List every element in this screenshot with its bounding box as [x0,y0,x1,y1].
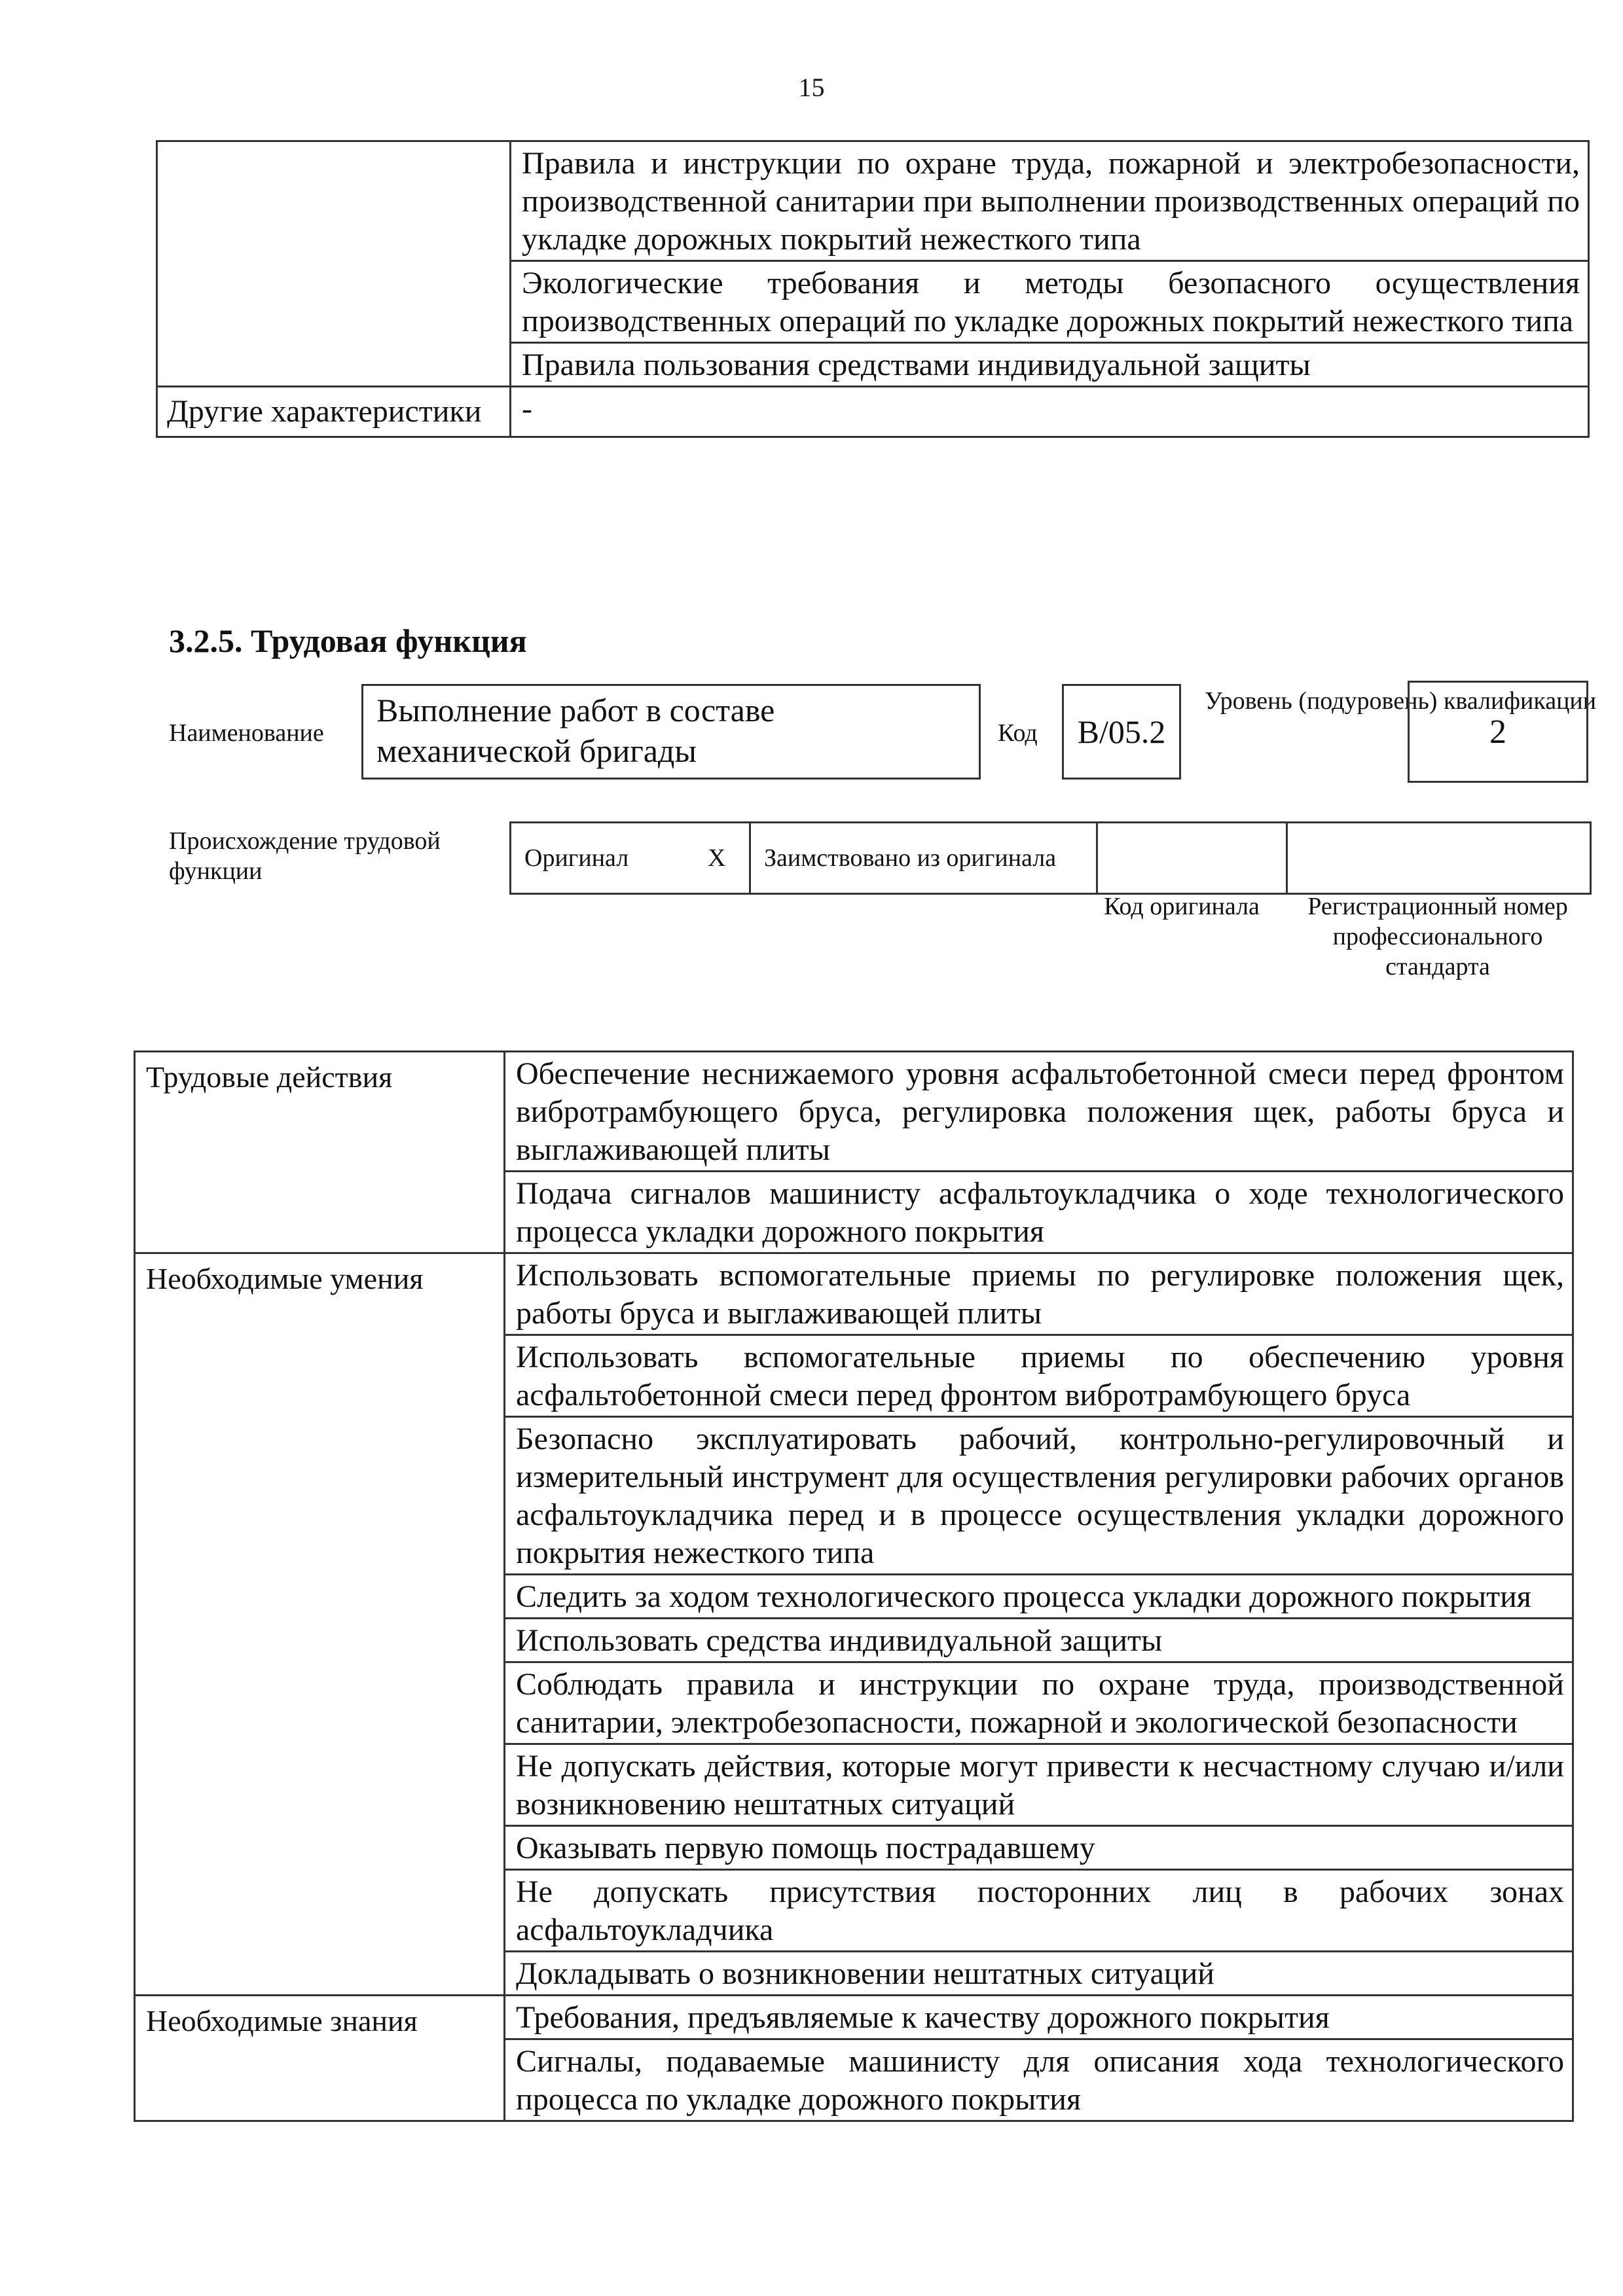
required-skills-item: Использовать вспомогательные приемы по регулировке положения щек, работы бруса и выглаживающей плиты [505,1253,1573,1335]
required-skills-label: Необходимые умения [135,1253,505,1996]
continuation-table [156,140,1590,438]
required-knowledge-label: Необходимые знания [135,1996,505,2121]
origin-label: Происхождение трудовой функции [169,827,441,885]
required-skills-item: Оказывать первую помощь пострадавшему [505,1826,1573,1870]
required-skills-item: Следить за ходом технологического процесса укладки дорожного покрытия [505,1575,1573,1619]
knowledge-cell: Правила пользования средствами индивидуальной защиты [511,343,1589,387]
other-characteristics-value: - [511,387,1589,437]
code-value-box: B/05.2 [1062,684,1181,780]
level-label: Уровень (подуровень) квалификации [1205,687,1597,715]
reg-number-cell [1287,823,1591,894]
code-original-cell [1097,823,1287,894]
table-row [511,823,1591,894]
reg-number-caption: Регистрационный номер профессионального стандарта [1307,893,1568,980]
required-skills-item: Использовать средства индивидуальной защиты [505,1619,1573,1662]
original-mark: X [685,823,750,894]
function-details-table [134,1050,1574,2122]
required-skills-item: Докладывать о возникновении нештатных ситуаций [505,1952,1573,1996]
knowledge-cell: Экологические требования и методы безопасного осуществления производственных операций по укладке дорожных покрытий нежесткого типа [511,261,1589,343]
required-skills-item: Соблюдать правила и инструкции по охране труда, производственной санитарии, электробезопасности, пожарной и экологической безопасности [505,1662,1573,1744]
code-label: Код [998,719,1038,747]
origin-table [509,821,1592,895]
original-label-cell: Оригинал [511,823,685,894]
name-value-box: Выполнение работ в составе механической бригады [361,684,981,780]
labor-actions-item: Обеспечение неснижаемого уровня асфальтобетонной смеси перед фронтом вибротрамбующего бруса, регулировка положения щек, работы бруса и выглаживающей плиты [505,1052,1573,1172]
empty-label-cell [157,141,511,387]
labor-actions-label: Трудовые действия [135,1052,505,1253]
knowledge-cell: Правила и инструкции по охране труда, пожарной и электробезопасности, производственной санитарии при выполнении производственных операций по укладке дорожных покрытий нежесткого типа [511,141,1589,261]
other-characteristics-label: Другие характеристики [157,387,511,437]
required-skills-item: Безопасно эксплуатировать рабочий, контрольно-регулировочный и измерительный инструмент для осуществления регулировки рабочих органов асфальтоукладчика перед и в процессе осуществления укладки дорожного покрытия нежесткого типа [505,1417,1573,1575]
borrowed-label-cell: Заимствовано из оригинала [750,823,1097,894]
required-knowledge-item: Сигналы, подаваемые машинисту для описания хода технологического процесса по укладке дорожного покрытия [505,2039,1573,2121]
page-number: 15 [798,73,825,102]
level-value-box: 2 [1408,681,1588,783]
required-skills-item: Не допускать присутствия посторонних лиц в рабочих зонах асфальтоукладчика [505,1870,1573,1952]
table-row [135,1253,1573,1335]
code-original-caption: Код оригинала [1104,893,1260,920]
required-skills-item: Не допускать действия, которые могут привести к несчастному случаю и/или возникновению нештатных ситуаций [505,1744,1573,1826]
table-row [135,1996,1573,2039]
table-row [157,387,1589,437]
required-skills-item: Использовать вспомогательные приемы по обеспечению уровня асфальтобетонной смеси перед фронтом вибротрамбующего бруса [505,1335,1573,1417]
labor-actions-item: Подача сигналов машинисту асфальтоукладчика о ходе технологического процесса укладки дорожного покрытия [505,1172,1573,1253]
section-heading: 3.2.5. Трудовая функция [169,622,527,659]
table-row [157,141,1589,261]
required-knowledge-item: Требования, предъявляемые к качеству дорожного покрытия [505,1996,1573,2039]
table-row [135,1052,1573,1172]
name-label: Наименование [169,719,324,747]
